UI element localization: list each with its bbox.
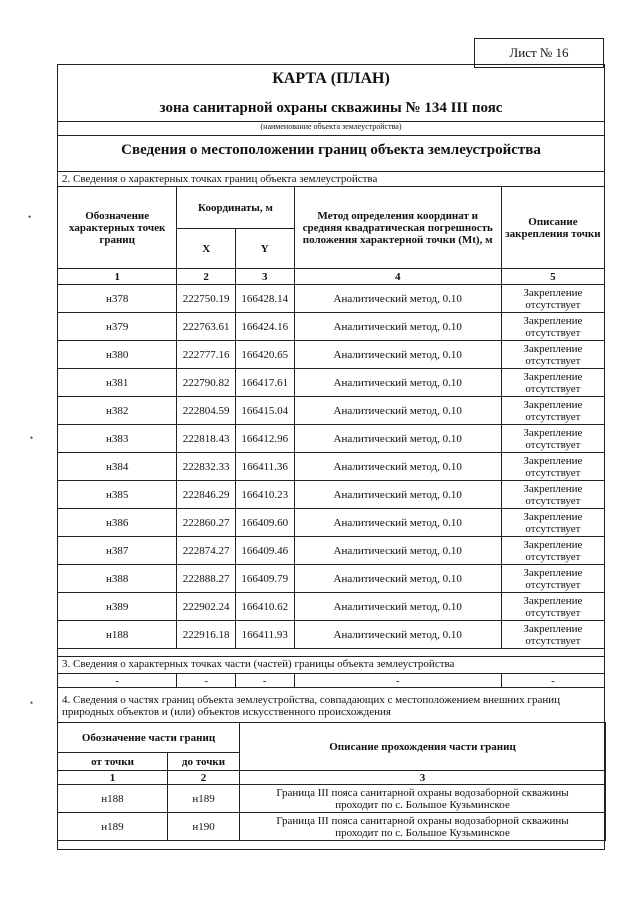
point-row — [58, 481, 605, 509]
coordinate-y: 166410.23 — [235, 481, 294, 509]
subtitle-note: (наименование объекта землеустройства) — [260, 122, 402, 131]
point-row — [58, 537, 605, 565]
dash-cell: - — [501, 674, 604, 688]
coordinate-x: 222777.16 — [177, 341, 236, 369]
header-segment-designation: Обозначение части границ — [58, 723, 240, 753]
coordinate-x: 222763.61 — [177, 313, 236, 341]
margin-mark: • — [30, 698, 34, 708]
dash-cell: - — [177, 674, 236, 688]
fixation-text: Закрепление отсутствует — [501, 453, 604, 481]
col-number: 4 — [294, 269, 501, 285]
dash-cell: - — [235, 674, 294, 688]
map-title: КАРТА (ПЛАН) — [272, 70, 390, 87]
coordinate-y: 166424.16 — [235, 313, 294, 341]
col-number: 2 — [168, 771, 240, 785]
method-text: Аналитический метод, 0.10 — [294, 593, 501, 621]
segment-row — [58, 785, 606, 813]
fixation-text: Закрепление отсутствует — [501, 481, 604, 509]
coordinate-y: 166412.96 — [235, 425, 294, 453]
points-table — [57, 186, 605, 649]
coordinate-y: 166410.62 — [235, 593, 294, 621]
coordinate-y: 166409.60 — [235, 509, 294, 537]
point-row — [58, 509, 605, 537]
point-row — [58, 397, 605, 425]
header-y: Y — [235, 229, 294, 269]
method-text: Аналитический метод, 0.10 — [294, 285, 501, 313]
coordinate-y: 166428.14 — [235, 285, 294, 313]
section2-caption: 2. Сведения о характерных точках границ объекта землеустройства — [62, 173, 378, 185]
method-text: Аналитический метод, 0.10 — [294, 509, 501, 537]
coordinate-x: 222804.59 — [177, 397, 236, 425]
point-designation: н188 — [58, 621, 177, 649]
col-number: 3 — [235, 269, 294, 285]
fixation-text: Закрепление отсутствует — [501, 313, 604, 341]
coordinate-x: 222750.19 — [177, 285, 236, 313]
coordinate-x: 222888.27 — [177, 565, 236, 593]
coordinate-x: 222832.33 — [177, 453, 236, 481]
point-designation: н380 — [58, 341, 177, 369]
segment-from: н189 — [58, 813, 168, 841]
point-designation: н378 — [58, 285, 177, 313]
dash-cell: - — [294, 674, 501, 688]
col-number: 2 — [177, 269, 236, 285]
header-segment-description: Описание прохождения части границ — [240, 723, 606, 771]
method-text: Аналитический метод, 0.10 — [294, 481, 501, 509]
segment-row — [58, 813, 606, 841]
point-designation: н383 — [58, 425, 177, 453]
point-row — [58, 453, 605, 481]
segment-to: н190 — [168, 813, 240, 841]
segments-table — [57, 722, 606, 841]
point-designation: н385 — [58, 481, 177, 509]
point-row — [58, 341, 605, 369]
fixation-text: Закрепление отсутствует — [501, 565, 604, 593]
coordinate-x: 222818.43 — [177, 425, 236, 453]
point-row — [58, 369, 605, 397]
fixation-text: Закрепление отсутствует — [501, 285, 604, 313]
coordinate-x: 222902.24 — [177, 593, 236, 621]
coordinate-x: 222790.82 — [177, 369, 236, 397]
point-designation: н381 — [58, 369, 177, 397]
margin-mark: • — [28, 212, 32, 222]
section3-table — [57, 673, 605, 688]
point-row — [58, 285, 605, 313]
coordinate-y: 166409.46 — [235, 537, 294, 565]
header-to-point: до точки — [168, 753, 240, 771]
method-text: Аналитический метод, 0.10 — [294, 453, 501, 481]
sheet-number-text: Лист № 16 — [509, 45, 569, 60]
coordinate-x: 222846.29 — [177, 481, 236, 509]
point-designation: н388 — [58, 565, 177, 593]
fixation-text: Закрепление отсутствует — [501, 509, 604, 537]
point-row — [58, 313, 605, 341]
point-designation: н387 — [58, 537, 177, 565]
method-text: Аналитический метод, 0.10 — [294, 341, 501, 369]
coordinate-y: 166409.79 — [235, 565, 294, 593]
point-row — [58, 425, 605, 453]
point-row — [58, 621, 605, 649]
method-text: Аналитический метод, 0.10 — [294, 369, 501, 397]
col-number: 3 — [240, 771, 606, 785]
point-designation: н386 — [58, 509, 177, 537]
fixation-text: Закрепление отсутствует — [501, 369, 604, 397]
fixation-text: Закрепление отсутствует — [501, 397, 604, 425]
header-x: X — [177, 229, 236, 269]
method-text: Аналитический метод, 0.10 — [294, 565, 501, 593]
method-text: Аналитический метод, 0.10 — [294, 537, 501, 565]
method-text: Аналитический метод, 0.10 — [294, 621, 501, 649]
fixation-text: Закрепление отсутствует — [501, 621, 604, 649]
dash-cell: - — [58, 674, 177, 688]
margin-mark: • — [30, 433, 34, 443]
col-number: 1 — [58, 771, 168, 785]
header-from-point: от точки — [58, 753, 168, 771]
point-row — [58, 593, 605, 621]
point-designation: н389 — [58, 593, 177, 621]
segment-to: н189 — [168, 785, 240, 813]
point-designation: н382 — [58, 397, 177, 425]
fixation-text: Закрепление отсутствует — [501, 537, 604, 565]
fixation-text: Закрепление отсутствует — [501, 425, 604, 453]
section-title: Сведения о местоположении границ объекта землеустройства — [121, 142, 541, 158]
method-text: Аналитический метод, 0.10 — [294, 397, 501, 425]
coordinate-x: 222874.27 — [177, 537, 236, 565]
segment-description: Граница III пояса санитарной охраны водозаборной скважины проходит по с. Большое Кузьминское — [240, 813, 606, 841]
header-method: Метод определения координат и средняя квадратическая погрешность положения характерной точки (Mt), м — [294, 187, 501, 269]
coordinate-y: 166420.65 — [235, 341, 294, 369]
col-number: 5 — [501, 269, 604, 285]
coordinate-x: 222916.18 — [177, 621, 236, 649]
fixation-text: Закрепление отсутствует — [501, 341, 604, 369]
header-description: Описание закрепления точки — [501, 187, 604, 269]
point-designation: н384 — [58, 453, 177, 481]
header-designation: Обозначение характерных точек границ — [58, 187, 177, 269]
segment-description: Граница III пояса санитарной охраны водозаборной скважины проходит по с. Большое Кузьминское — [240, 785, 606, 813]
method-text: Аналитический метод, 0.10 — [294, 313, 501, 341]
coordinate-x: 222860.27 — [177, 509, 236, 537]
segment-from: н188 — [58, 785, 168, 813]
coordinate-y: 166415.04 — [235, 397, 294, 425]
header-coordinates: Координаты, м — [177, 187, 294, 229]
coordinate-y: 166411.36 — [235, 453, 294, 481]
coordinate-y: 166417.61 — [235, 369, 294, 397]
coordinate-y: 166411.93 — [235, 621, 294, 649]
method-text: Аналитический метод, 0.10 — [294, 425, 501, 453]
col-number: 1 — [58, 269, 177, 285]
point-row — [58, 565, 605, 593]
fixation-text: Закрепление отсутствует — [501, 593, 604, 621]
section4-caption: 4. Сведения о частях границ объекта землеустройства, совпадающих с местоположением внешних границ природных объектов и (или) объектов искусственного происхождения — [62, 694, 560, 718]
point-designation: н379 — [58, 313, 177, 341]
section3-caption: 3. Сведения о характерных точках части (частей) границы объекта землеустройства — [62, 658, 455, 670]
map-subtitle: зона санитарной охраны скважины № 134 III пояс — [159, 100, 503, 116]
